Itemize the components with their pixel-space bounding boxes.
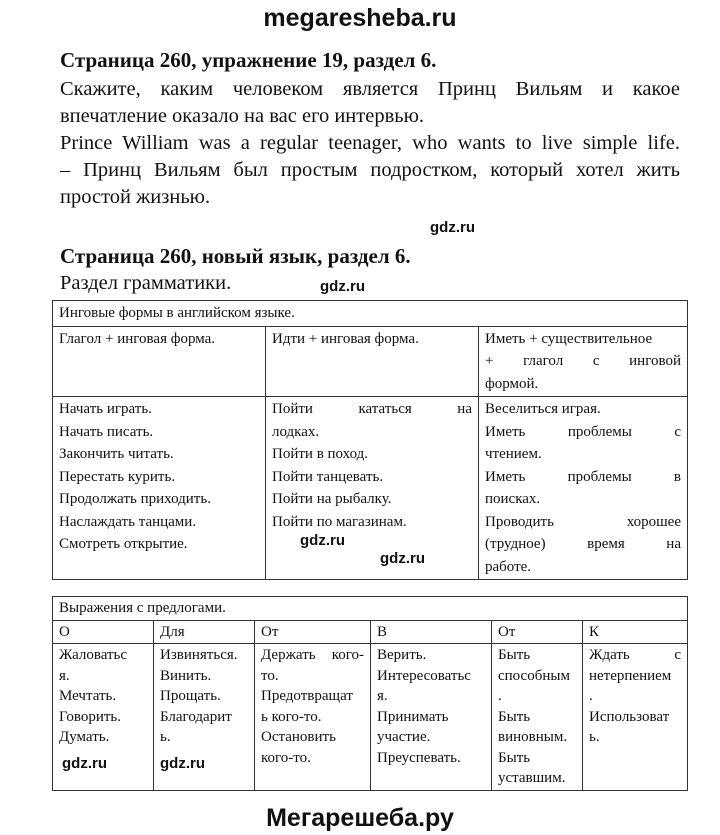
table-row <box>53 397 688 580</box>
table-caption: Инговые формы в английском языке. <box>53 301 688 327</box>
cell-line: Остановить <box>261 729 336 745</box>
cell-line: способным <box>498 667 570 684</box>
header-cell: О <box>53 620 154 644</box>
table-cell <box>479 397 688 580</box>
header-cell <box>53 326 266 397</box>
section2-heading: Страница 260, новый язык, раздел 6. <box>60 244 411 268</box>
cell-line: Использоват <box>589 708 670 725</box>
ing-forms-table <box>52 300 688 580</box>
cell-line: Жаловатьс <box>59 647 128 663</box>
cell-line: Быть <box>498 647 531 663</box>
question-line: Скажите, каким человеком является Принц Вильям и какое <box>60 78 680 100</box>
cell-line: Принимать <box>377 708 449 725</box>
cell-line: Начать играть. <box>59 401 152 417</box>
cell-line: Идти + инговая форма. <box>272 330 419 347</box>
table-caption: Выражения с предлогами. <box>53 597 688 621</box>
header-cell: В <box>371 620 492 644</box>
cell-line: Начать писать. <box>59 423 154 440</box>
cell-line: лодках. <box>272 423 320 440</box>
cell-line: Пойти кататься на <box>272 401 472 417</box>
cell-line: Пойти по магазинам. <box>272 513 407 530</box>
table-header-row <box>53 326 688 397</box>
cell-line: . <box>589 688 593 704</box>
cell-line: Пойти в поход. <box>272 446 369 462</box>
table-row <box>53 644 688 791</box>
cell-line: работе. <box>485 558 532 575</box>
table-cell <box>371 644 492 791</box>
table-cell <box>266 397 479 580</box>
cell-line: Пойти танцевать. <box>272 468 384 485</box>
cell-line: то. <box>261 667 279 684</box>
cell-line: чтением. <box>485 446 542 462</box>
cell-line: нетерпением <box>589 667 672 684</box>
watermark: gdz.ru <box>430 219 475 236</box>
answer <box>60 130 680 211</box>
table-cell <box>583 644 688 791</box>
cell-line: Проводить хорошее <box>485 513 681 530</box>
cell-line: Говорить. <box>59 708 122 725</box>
header-cell: К <box>583 620 688 644</box>
cell-line: Благодарит <box>160 708 232 725</box>
cell-line: поисках. <box>485 491 541 507</box>
watermark: gdz.ru <box>160 755 205 772</box>
answer-ru-line: – Принц Вильям был простым подростком, который хотел жить <box>60 159 680 181</box>
header-cell: От <box>492 620 583 644</box>
cell-line: Смотреть открытие. <box>59 536 188 552</box>
cell-line: Интересоватьс <box>377 667 471 684</box>
cell-line: Верить. <box>377 647 427 663</box>
cell-line: формой. <box>485 375 539 392</box>
cell-line: Продолжать приходить. <box>59 491 211 507</box>
cell-line: Быть <box>498 708 531 725</box>
cell-line: Прощать. <box>160 688 221 704</box>
watermark: gdz.ru <box>300 532 345 549</box>
table-cell <box>255 644 371 791</box>
cell-line: Предотвращат <box>261 688 353 704</box>
cell-line: Перестать курить. <box>59 468 176 485</box>
cell-line: участие. <box>377 729 431 745</box>
section2-subheading: Раздел грамматики. <box>60 272 232 294</box>
question-line: впечатление оказало на вас его интервью. <box>60 105 425 127</box>
site-header: megaresheba.ru <box>263 4 457 32</box>
prepositions-table <box>52 596 688 791</box>
cell-line: я. <box>59 667 70 684</box>
watermark: gdz.ru <box>62 755 107 772</box>
header-cell: Для <box>154 620 255 644</box>
cell-line: Веселиться играя. <box>485 401 601 417</box>
cell-line: Думать. <box>59 729 110 745</box>
cell-line: Преуспевать. <box>377 749 461 766</box>
cell-line: ь. <box>160 729 171 745</box>
cell-line: Быть <box>498 749 531 766</box>
cell-line: Иметь проблемы с <box>485 423 681 440</box>
cell-line: Пойти на рыбалку. <box>272 491 392 507</box>
cell-line: виновным. <box>498 729 568 745</box>
site-footer: Мегарешеба.ру <box>266 804 454 832</box>
cell-line: Винить. <box>160 667 212 684</box>
cell-line: ь кого-то. <box>261 708 322 725</box>
answer-en: Prince William was a regular teenager, who wants to live simple life. <box>60 132 680 154</box>
question <box>60 76 680 130</box>
cell-line: + глагол с инговой <box>485 353 681 369</box>
table-cell <box>492 644 583 791</box>
cell-line: Мечтать. <box>59 688 117 704</box>
cell-line: Глагол + инговая форма. <box>59 330 216 347</box>
cell-line: Иметь проблемы в <box>485 468 681 485</box>
table-header-row <box>53 620 688 644</box>
cell-line: ь. <box>589 729 600 745</box>
header-cell: От <box>255 620 371 644</box>
watermark: gdz.ru <box>320 278 365 295</box>
cell-line: кого-то. <box>261 749 311 766</box>
cell-line: Держать кого- <box>261 647 364 663</box>
answer-ru-line: простой жизнью. <box>60 186 211 208</box>
cell-line: уставшим. <box>498 770 566 786</box>
header-cell <box>266 326 479 397</box>
cell-line: Ждать с <box>589 647 681 663</box>
table-cell <box>53 397 266 580</box>
cell-line: Наслаждать танцами. <box>59 513 197 530</box>
cell-line: Закончить читать. <box>59 446 174 462</box>
cell-line: (трудное) время на <box>485 536 681 552</box>
watermark: gdz.ru <box>380 550 425 567</box>
section1-heading: Страница 260, упражнение 19, раздел 6. <box>60 48 437 72</box>
cell-line: Иметь + существительное <box>485 330 653 347</box>
cell-line: Извиняться. <box>160 647 238 663</box>
header-cell <box>479 326 688 397</box>
cell-line: я. <box>377 688 388 704</box>
cell-line: . <box>498 688 502 704</box>
